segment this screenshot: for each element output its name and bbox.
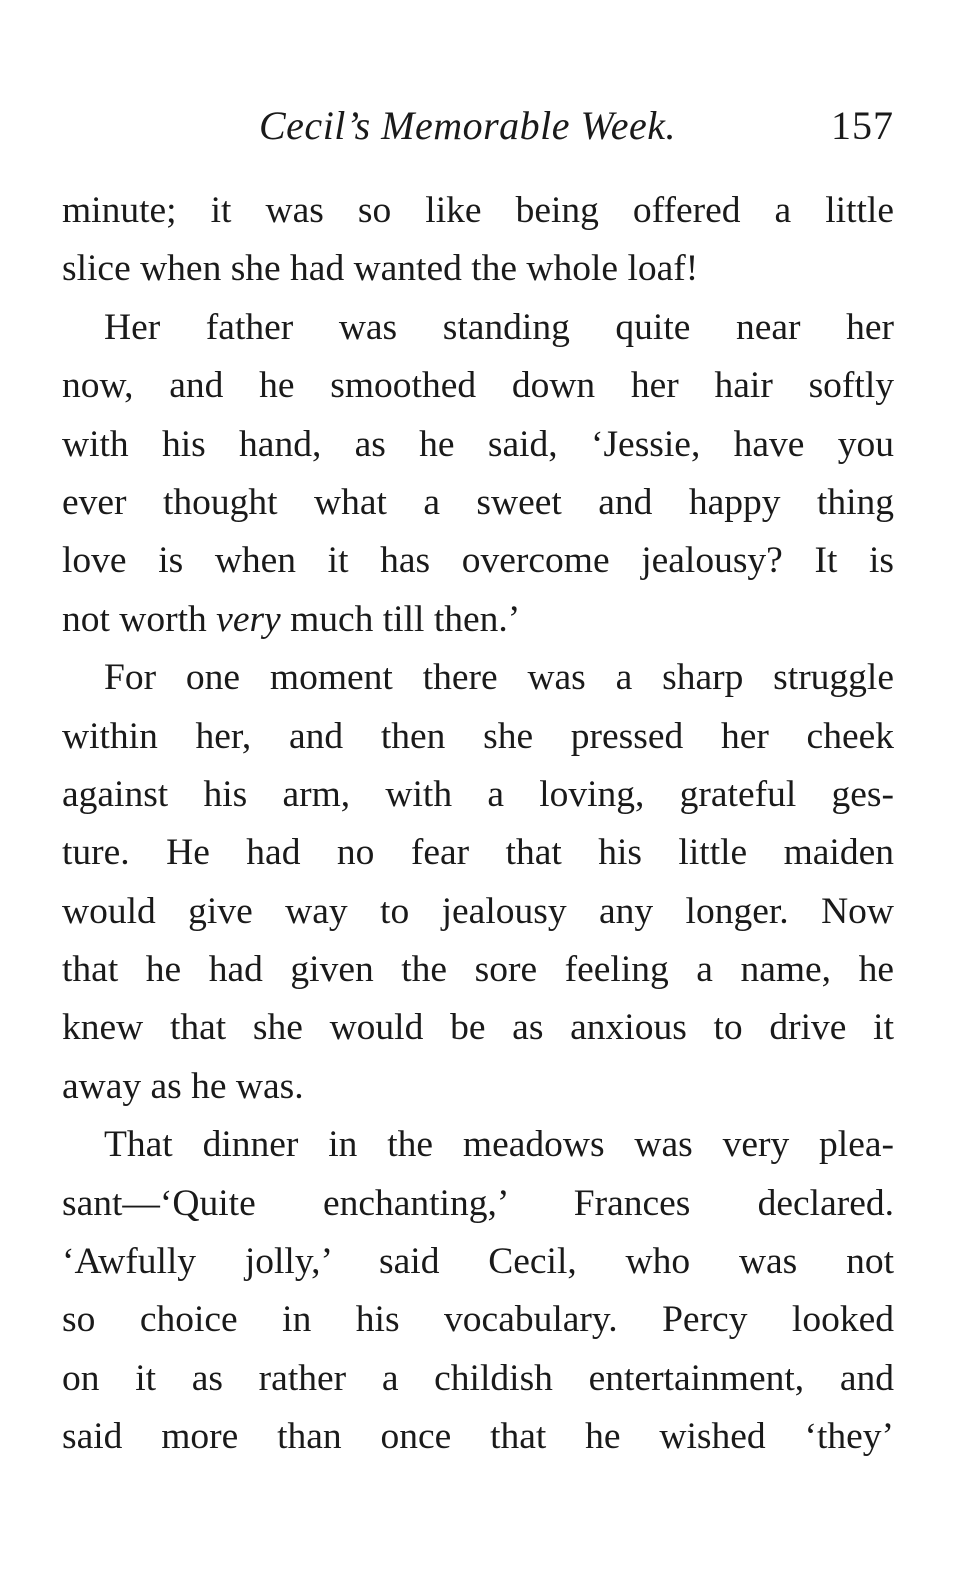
text-line: with his hand, as he said, ‘Jessie, have you (62, 423, 894, 465)
text-fragment: much till then.’ (290, 598, 521, 640)
text-line: on it as rather a childish entertainment, and (62, 1357, 894, 1399)
text-line (62, 591, 894, 649)
italic-word: very (216, 598, 281, 640)
running-head (62, 96, 894, 156)
body-text (62, 182, 894, 1467)
text-line: slice when she had wanted the whole loaf! (62, 248, 699, 290)
text-line: love is when it has overcome jealousy? It is (62, 540, 894, 582)
text-line: so choice in his vocabulary. Percy looked (62, 1299, 894, 1341)
text-fragment: not worth (62, 598, 207, 640)
text-line: ‘Awfully jolly,’ said Cecil, who was not (62, 1241, 894, 1283)
text-line: would give way to jealousy any longer. Now (62, 890, 894, 932)
text-line: now, and he smoothed down her hair softly (62, 365, 894, 407)
text-line: Her father was standing quite near her (104, 306, 894, 348)
page-number: 157 (831, 103, 894, 148)
text-line: That dinner in the meadows was very plea- (104, 1124, 894, 1166)
text-line: For one moment there was a sharp struggle (104, 657, 894, 699)
text-line: knew that she would be as anxious to drive it (62, 1007, 894, 1049)
text-line: sant—‘Quite enchanting,’ Frances declared. (62, 1182, 894, 1224)
running-title: Cecil’s Memorable Week. (259, 103, 676, 148)
text-line: within her, and then she pressed her cheek (62, 715, 894, 757)
text-line: ever thought what a sweet and happy thing (62, 481, 894, 523)
text-line: against his arm, with a loving, grateful ges- (62, 773, 894, 815)
text-line: away as he was. (62, 1065, 304, 1107)
text-line: said more than once that he wished ‘they’ (62, 1416, 894, 1458)
text-line: ture. He had no fear that his little maiden (62, 832, 894, 874)
text-line: that he had given the sore feeling a name, he (62, 949, 894, 991)
text-line: minute; it was so like being offered a little (62, 190, 894, 231)
